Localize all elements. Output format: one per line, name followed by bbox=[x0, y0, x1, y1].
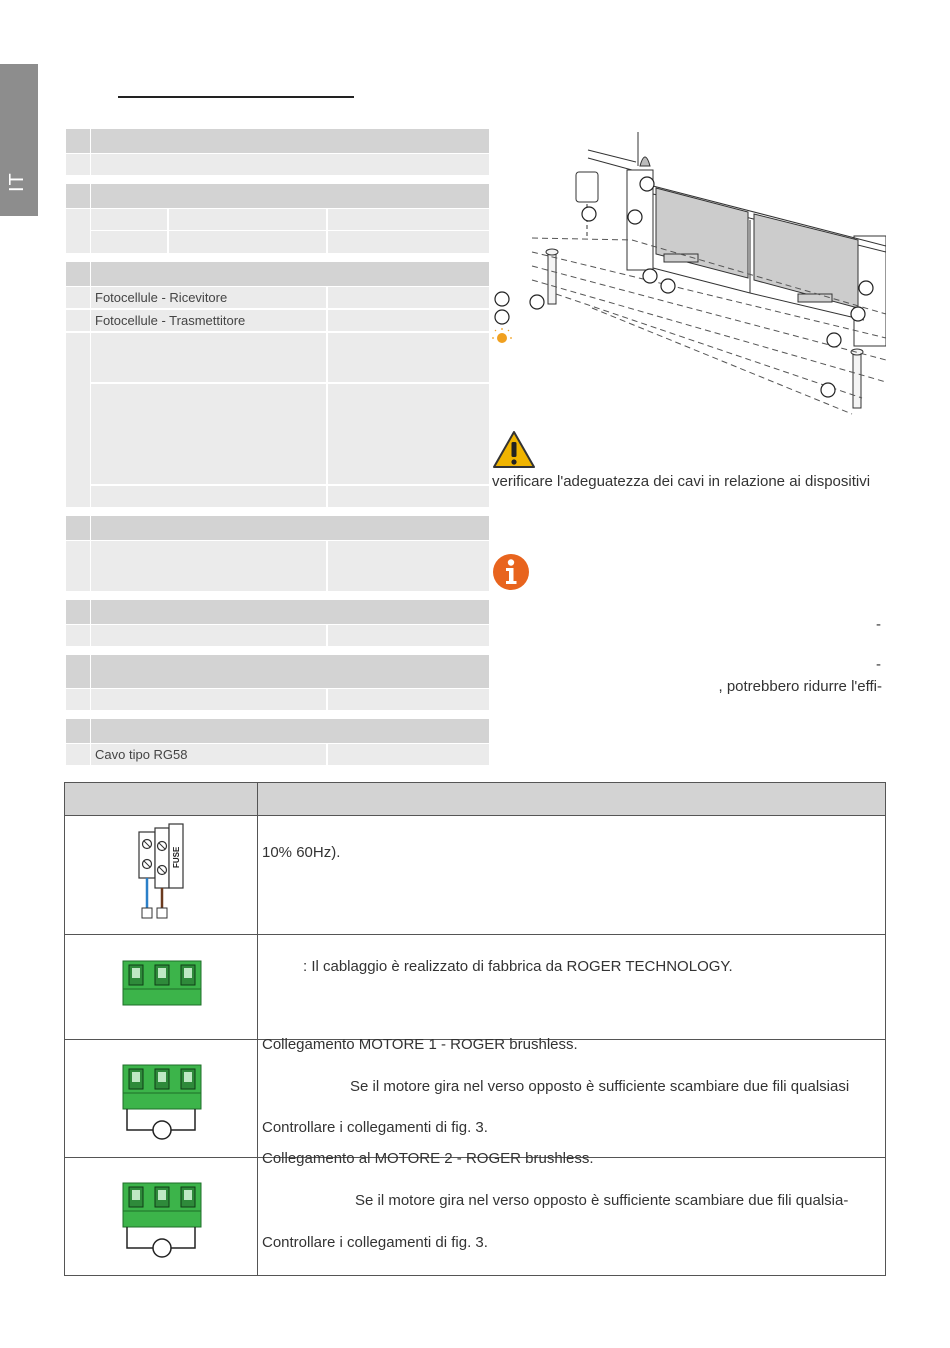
table-cell bbox=[328, 209, 489, 230]
gate-installation-diagram bbox=[492, 128, 886, 424]
table-cell bbox=[328, 231, 489, 253]
power-supply-text: 10% 60Hz). bbox=[262, 844, 341, 861]
table-cell bbox=[65, 816, 258, 935]
warning-icon bbox=[492, 430, 536, 470]
table-cell bbox=[65, 1158, 258, 1276]
factory-wiring-text: : Il cablaggio è realizzato di fabbrica da ROGER TECHNOLOGY. bbox=[303, 958, 733, 975]
table-row-marker bbox=[66, 719, 90, 743]
table-row-marker bbox=[66, 129, 90, 153]
table-cell bbox=[328, 625, 489, 646]
table-row bbox=[91, 154, 489, 175]
info-icon bbox=[492, 553, 530, 591]
table-row-marker bbox=[66, 209, 90, 253]
table-cell bbox=[169, 209, 326, 230]
table-cell bbox=[169, 231, 326, 253]
table-cell bbox=[91, 231, 167, 253]
table-cell bbox=[258, 1040, 886, 1158]
table-cell bbox=[258, 935, 886, 1040]
table-row bbox=[65, 816, 886, 935]
table-cell bbox=[328, 486, 489, 507]
table-header-cell bbox=[258, 783, 886, 816]
table-section-header bbox=[91, 184, 489, 208]
motor-1-check: Controllare i collegamenti di fig. 3. bbox=[262, 1119, 488, 1136]
table-row-marker bbox=[66, 310, 90, 331]
table-row-marker bbox=[66, 154, 90, 175]
table-cell bbox=[91, 333, 326, 382]
info-text-line: - bbox=[876, 616, 881, 633]
table-cell-label: Fotocellule - Ricevitore bbox=[91, 287, 326, 308]
table-cell bbox=[91, 384, 326, 484]
table-row-marker bbox=[66, 744, 90, 765]
table-header-cell bbox=[65, 783, 258, 816]
table-row-marker bbox=[66, 333, 90, 507]
fuse-label: FUSE bbox=[172, 846, 181, 868]
warning-text: verificare l'adeguatezza dei cavi in relazione ai dispositivi bbox=[492, 473, 871, 490]
table-row-marker bbox=[66, 541, 90, 591]
section-title-underline bbox=[118, 96, 354, 98]
table-cell bbox=[65, 935, 258, 1040]
table-cell-label: Cavo tipo RG58 bbox=[91, 744, 326, 765]
table-row-marker bbox=[66, 655, 90, 688]
table-cell bbox=[258, 816, 886, 935]
terminal-block-icon bbox=[65, 935, 257, 1035]
table-cell bbox=[91, 625, 326, 646]
table-cell bbox=[328, 384, 489, 484]
table-cell bbox=[65, 1040, 258, 1158]
motor-2-title: Collegamento al MOTORE 2 - ROGER brushless. bbox=[262, 1150, 594, 1167]
table-row bbox=[65, 1040, 886, 1158]
table-section-header bbox=[91, 516, 489, 540]
table-cell-value bbox=[328, 310, 489, 331]
table-cell bbox=[328, 333, 489, 382]
info-text-line: , potrebbero ridurre l'effi- bbox=[718, 678, 882, 695]
table-row bbox=[65, 935, 886, 1040]
table-row-marker bbox=[66, 625, 90, 646]
table-cell bbox=[91, 486, 326, 507]
motor-1-note: Se il motore gira nel verso opposto è sufficiente scambiare due fili qualsiasi bbox=[350, 1078, 850, 1095]
table-header-row bbox=[65, 783, 886, 816]
table-cell bbox=[328, 689, 489, 710]
table-row-marker bbox=[66, 184, 90, 208]
table-section-header bbox=[91, 719, 489, 743]
table-cell bbox=[91, 209, 167, 230]
table-cell bbox=[91, 541, 326, 591]
table-section-header bbox=[91, 262, 489, 286]
table-section-header bbox=[91, 600, 489, 624]
motor-2-terminal-icon bbox=[65, 1158, 257, 1271]
table-row-marker bbox=[66, 287, 90, 308]
table-cell bbox=[258, 1158, 886, 1276]
table-cell-label: Fotocellule - Trasmettitore bbox=[91, 310, 326, 331]
info-text-line: - bbox=[876, 656, 881, 673]
language-tab bbox=[0, 64, 38, 216]
table-cell bbox=[91, 689, 326, 710]
motor-1-title: Collegamento MOTORE 1 - ROGER brushless. bbox=[262, 1036, 578, 1053]
table-row-marker bbox=[66, 600, 90, 624]
table-cell bbox=[328, 541, 489, 591]
table-section-header bbox=[91, 129, 489, 153]
motor-1-terminal-icon bbox=[65, 1040, 257, 1153]
table-section-header bbox=[91, 655, 489, 688]
fuse-terminal-icon bbox=[65, 816, 257, 930]
table-row-marker bbox=[66, 262, 90, 286]
table-cell-value bbox=[328, 744, 489, 765]
table-row bbox=[65, 1158, 886, 1276]
language-tab-label: IT bbox=[6, 172, 28, 192]
motor-2-note: Se il motore gira nel verso opposto è sufficiente scambiare due fili qualsia- bbox=[355, 1192, 849, 1209]
table-row-marker bbox=[66, 689, 90, 710]
table-row-marker bbox=[66, 516, 90, 540]
table-cell-value bbox=[328, 287, 489, 308]
motor-2-check: Controllare i collegamenti di fig. 3. bbox=[262, 1234, 488, 1251]
